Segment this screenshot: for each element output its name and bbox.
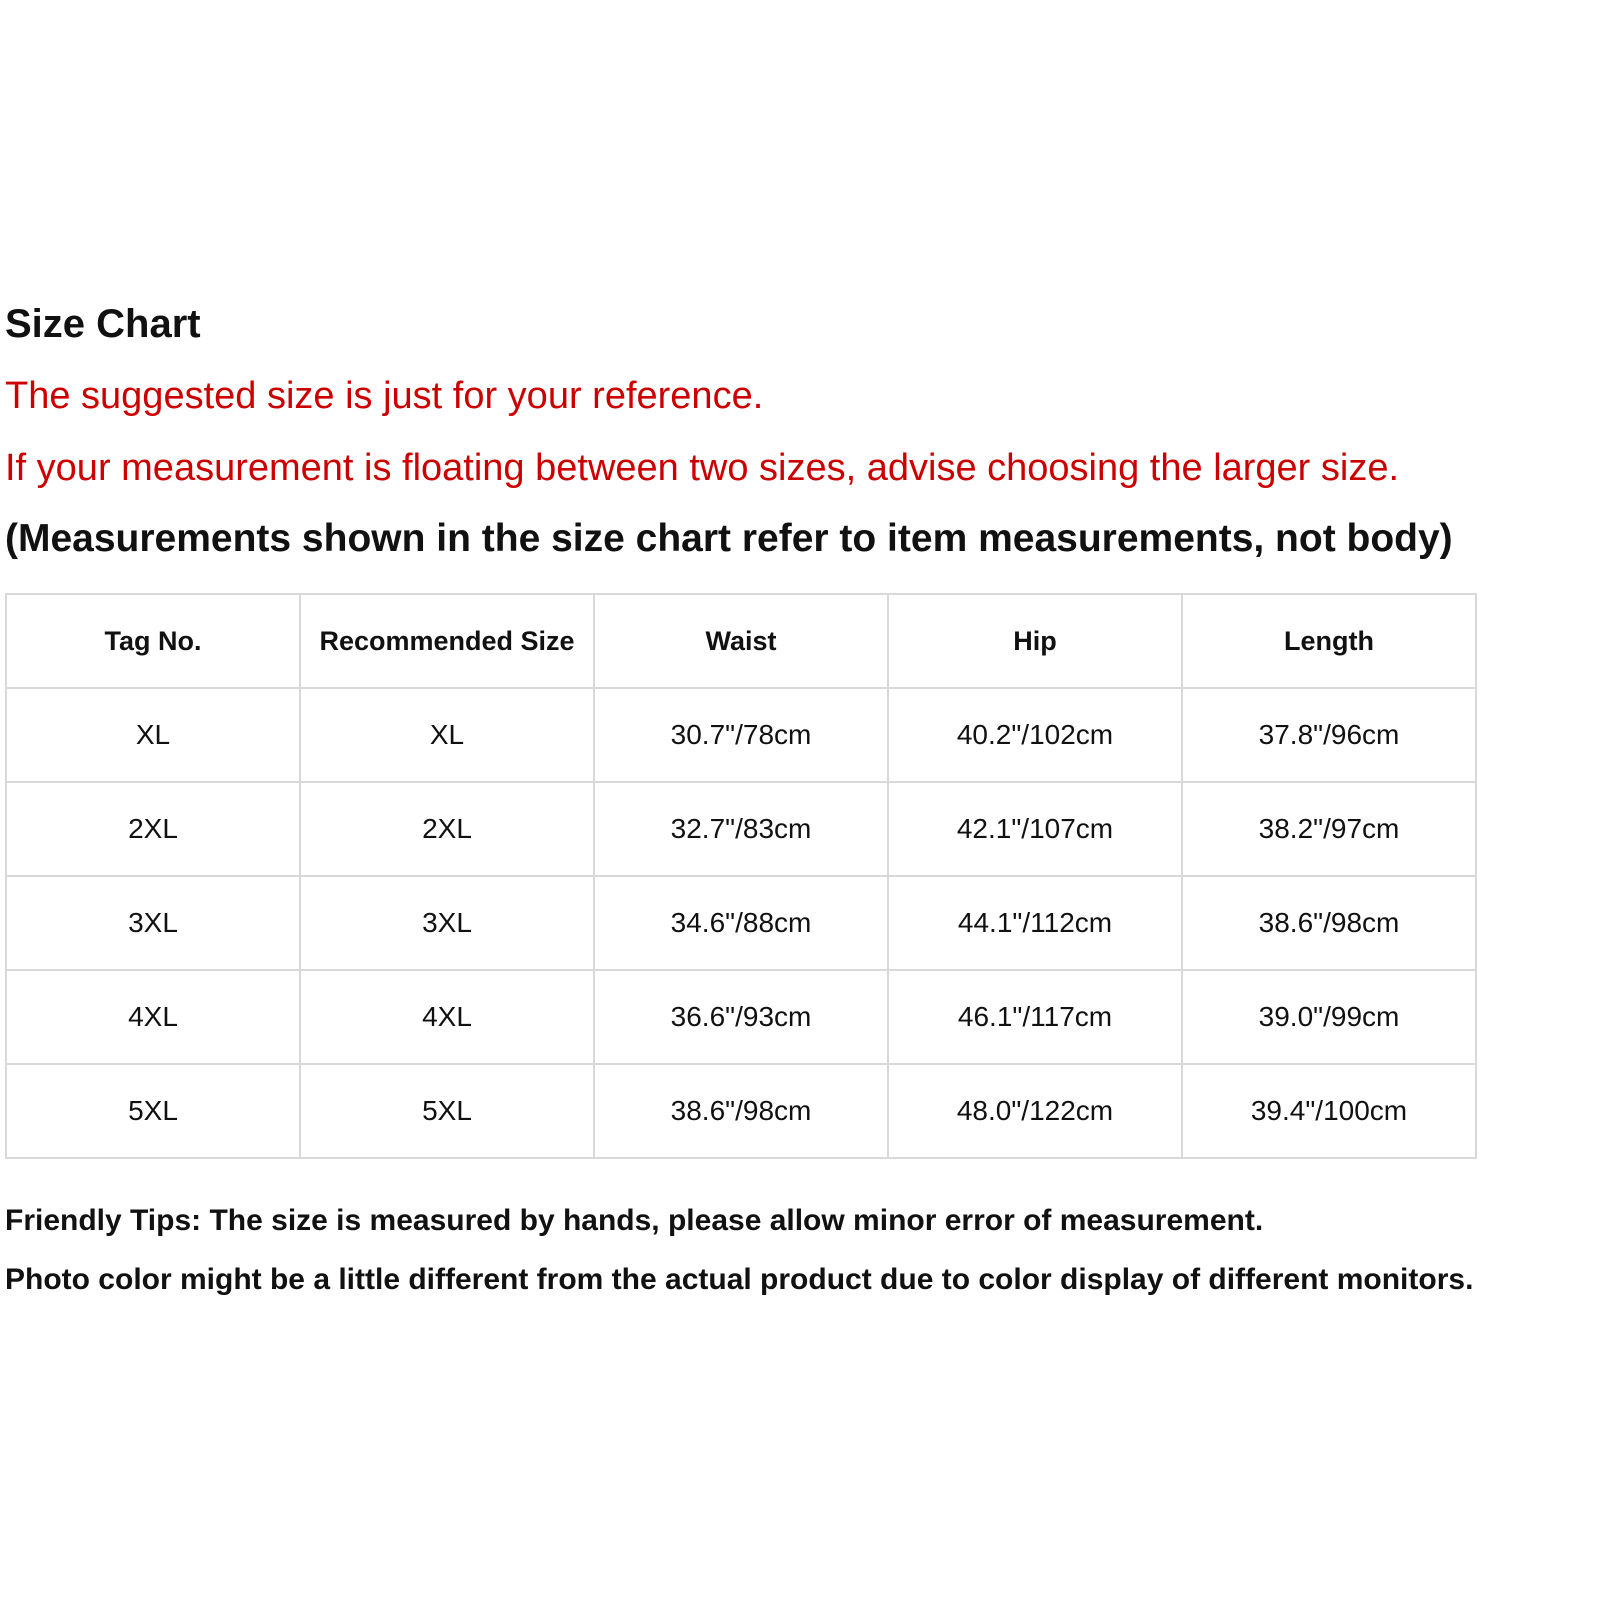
measurement-note: (Measurements shown in the size chart refer to item measurements, not body) [5, 517, 1453, 560]
recommended-size-cell: 2XL [300, 782, 594, 876]
table-header-row [6, 594, 1476, 688]
waist-cell: 30.7"/78cm [594, 688, 888, 782]
table-row [6, 688, 1476, 782]
length-cell: 37.8"/96cm [1182, 688, 1476, 782]
reference-note: The suggested size is just for your reference. [5, 375, 764, 417]
recommended-size-cell: 3XL [300, 876, 594, 970]
tag-no-cell: XL [6, 688, 300, 782]
waist-cell: 38.6"/98cm [594, 1064, 888, 1158]
tag-no-cell: 2XL [6, 782, 300, 876]
hip-cell: 40.2"/102cm [888, 688, 1182, 782]
tag-no-cell: 3XL [6, 876, 300, 970]
recommended-size-cell: 4XL [300, 970, 594, 1064]
table-row [6, 782, 1476, 876]
color-disclaimer: Photo color might be a little different from the actual product due to color display of different monitors. [5, 1263, 1474, 1296]
waist-cell: 36.6"/93cm [594, 970, 888, 1064]
recommended-size-cell: 5XL [300, 1064, 594, 1158]
hip-cell: 46.1"/117cm [888, 970, 1182, 1064]
table-row [6, 876, 1476, 970]
length-cell: 38.6"/98cm [1182, 876, 1476, 970]
waist-cell: 32.7"/83cm [594, 782, 888, 876]
waist-cell: 34.6"/88cm [594, 876, 888, 970]
recommended-size-cell: XL [300, 688, 594, 782]
hip-cell: 42.1"/107cm [888, 782, 1182, 876]
hip-cell: 48.0"/122cm [888, 1064, 1182, 1158]
tag-no-cell: 5XL [6, 1064, 300, 1158]
tag-no-cell: 4XL [6, 970, 300, 1064]
header-hip: Hip [888, 594, 1182, 688]
header-waist: Waist [594, 594, 888, 688]
length-cell: 39.0"/99cm [1182, 970, 1476, 1064]
header-tag-no: Tag No. [6, 594, 300, 688]
size-advice-note: If your measurement is floating between two sizes, advise choosing the larger size. [5, 447, 1400, 489]
friendly-tip: Friendly Tips: The size is measured by hands, please allow minor error of measurement. [5, 1204, 1264, 1237]
size-table [5, 593, 1477, 1159]
table-row [6, 970, 1476, 1064]
page-title: Size Chart [5, 302, 201, 346]
table-row [6, 1064, 1476, 1158]
header-recommended-size: Recommended Size [300, 594, 594, 688]
length-cell: 38.2"/97cm [1182, 782, 1476, 876]
length-cell: 39.4"/100cm [1182, 1064, 1476, 1158]
header-length: Length [1182, 594, 1476, 688]
hip-cell: 44.1"/112cm [888, 876, 1182, 970]
